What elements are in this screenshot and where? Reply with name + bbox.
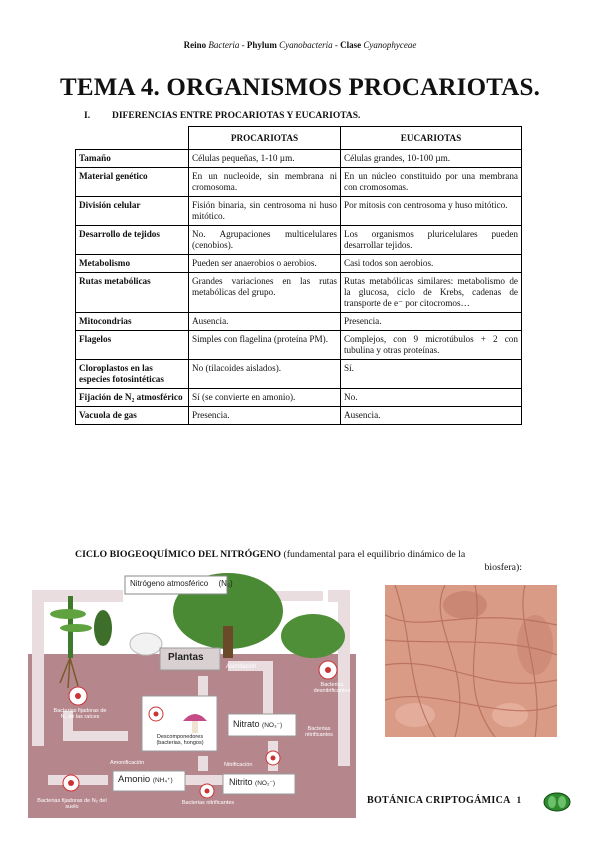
cell-eucariotas: Los organismos pluricelulares pueden desarrollar tejidos. bbox=[341, 226, 522, 255]
bacteria-dot bbox=[205, 789, 210, 794]
section-label: DIFERENCIAS ENTRE PROCARIOTAS Y EUCARIOTAS. bbox=[112, 111, 361, 121]
tree-trunk bbox=[223, 626, 233, 658]
reino-label: Reino bbox=[183, 40, 207, 50]
label-asimilacion: Asimilación bbox=[226, 664, 257, 670]
bacteria-dot bbox=[271, 756, 276, 761]
page-title: TEMA 4. ORGANISMOS PROCARIOTAS. bbox=[59, 74, 541, 101]
n2-text: Nitrógeno atmosférico bbox=[130, 579, 209, 588]
cell-eucariotas: Células grandes, 10-100 µm. bbox=[341, 150, 522, 168]
nitrato-text: Nitrato bbox=[233, 719, 260, 729]
mushroom-stem bbox=[192, 721, 198, 733]
nitrato-formula: (NO₃⁻) bbox=[262, 722, 283, 729]
label-amonificacion: Amonificación bbox=[110, 760, 145, 766]
cycle-desc-1: (fundamental para el equilibrio dinámico de la bbox=[283, 549, 466, 560]
table-row bbox=[76, 197, 522, 226]
cell-cluster bbox=[395, 703, 435, 727]
label-nitrificantes-1: Bacterias nitrificantes bbox=[305, 726, 333, 738]
label-nitrificantes-2: Bacterias nitrificantes bbox=[181, 800, 235, 806]
cell-procariotas: Ausencia. bbox=[189, 313, 341, 331]
cycle-desc-2: biosfera): bbox=[484, 562, 522, 573]
cell-eucariotas: Rutas metabólicas similares: metabolismo de la glucosa, ciclo de Krebs, cadenas de transporte de e⁻ por citocromos… bbox=[341, 273, 522, 313]
nitrito-formula: (NO₂⁻) bbox=[255, 780, 276, 787]
row-label: Cloroplastos en las especies fotosintéticas bbox=[76, 360, 189, 389]
cell-eucariotas: Ausencia. bbox=[341, 407, 522, 425]
table-row bbox=[76, 168, 522, 197]
cell-procariotas: No (tilacoides aislados). bbox=[189, 360, 341, 389]
label-nitrito bbox=[229, 777, 275, 787]
cyanobacteria-logo-icon bbox=[543, 792, 571, 812]
table-row bbox=[76, 273, 522, 313]
cell-procariotas: Fisión binaria, sin centrosoma ni huso mitótico. bbox=[189, 197, 341, 226]
row-label: Flagelos bbox=[76, 331, 189, 360]
bacteria-dot bbox=[154, 712, 159, 717]
table-row bbox=[76, 313, 522, 331]
cell-procariotas: En un nucleoide, sin membrana ni cromosoma. bbox=[189, 168, 341, 197]
cell-eucariotas: En un núcleo constituido por una membrana con cromosomas. bbox=[341, 168, 522, 197]
table-row bbox=[76, 331, 522, 360]
cell-procariotas: Células pequeñas, 1-10 µm. bbox=[189, 150, 341, 168]
footer-label: BOTÁNICA CRIPTOGÁMICA bbox=[367, 795, 511, 806]
label-desnitrificantes: Bacterias desnitrificantes bbox=[313, 682, 351, 694]
cell-eucariotas: Por mitosis con centrosoma y huso mitótico. bbox=[341, 197, 522, 226]
amonio-formula: (NH₄⁺) bbox=[152, 777, 173, 784]
table-row bbox=[76, 255, 522, 273]
row-label: Metabolismo bbox=[76, 255, 189, 273]
cell-cluster bbox=[443, 591, 487, 619]
row-label: Desarrollo de tejidos bbox=[76, 226, 189, 255]
label-descomponedores: Descomponedores (bacterias, hongos) bbox=[156, 734, 204, 746]
clase-value: Cyanophyceae bbox=[363, 40, 417, 50]
label-plantas: Plantas bbox=[168, 652, 204, 663]
section-heading bbox=[84, 111, 360, 121]
cell-procariotas: Presencia. bbox=[189, 407, 341, 425]
rabbit bbox=[130, 633, 162, 655]
cell-procariotas: No. Agrupaciones multicelulares (cenobios). bbox=[189, 226, 341, 255]
row-label: Vacuola de gas bbox=[76, 407, 189, 425]
bacteria-dot bbox=[75, 693, 81, 699]
cell-cluster bbox=[517, 615, 553, 675]
bacteria-dot bbox=[325, 667, 331, 673]
cell-procariotas: Sí (se convierte en amonio). bbox=[189, 389, 341, 407]
cell-eucariotas: Presencia. bbox=[341, 313, 522, 331]
phylum-label: Phylum bbox=[246, 40, 277, 50]
header-procariotas: PROCARIOTAS bbox=[189, 127, 341, 150]
table-row bbox=[76, 389, 522, 407]
label-nitrificacion: Nitrificación bbox=[224, 762, 253, 768]
running-header bbox=[0, 40, 600, 50]
clase-label: Clase bbox=[340, 40, 362, 50]
cell-cluster bbox=[492, 703, 528, 727]
bean-plant bbox=[94, 610, 112, 646]
row-label: Fijación de N₂ atmosférico bbox=[76, 389, 189, 407]
table-row bbox=[76, 360, 522, 389]
footer bbox=[367, 795, 521, 806]
phylum-value: Cyanobacteria bbox=[279, 40, 333, 50]
cell-eucariotas: Sí. bbox=[341, 360, 522, 389]
table-header-row bbox=[76, 127, 522, 150]
bush bbox=[281, 614, 345, 658]
row-label: Tamaño bbox=[76, 150, 189, 168]
row-label: División celular bbox=[76, 197, 189, 226]
n2-formula: (N₂) bbox=[218, 579, 233, 588]
cell-procariotas: Pueden ser anaerobios o aerobios. bbox=[189, 255, 341, 273]
label-n2 bbox=[130, 579, 233, 588]
cell-procariotas: Simples con flagelina (proteína PM). bbox=[189, 331, 341, 360]
comparison-table bbox=[75, 126, 522, 425]
separator: - bbox=[332, 40, 341, 50]
row-label: Material genético bbox=[76, 168, 189, 197]
nitrogen-cycle-diagram bbox=[28, 566, 356, 818]
label-nitrato bbox=[233, 719, 282, 729]
amonio-text: Amonio bbox=[118, 774, 151, 785]
leaf bbox=[50, 609, 86, 619]
cell-eucariotas: Complejos, con 9 microtúbulos + 2 con tubulina y otras proteínas. bbox=[341, 331, 522, 360]
row-label: Rutas metabólicas bbox=[76, 273, 189, 313]
row-label: Mitocondrias bbox=[76, 313, 189, 331]
micrograph-artwork bbox=[385, 585, 557, 737]
nitrito-text: Nitrito bbox=[229, 777, 253, 787]
cycle-heading: CICLO BIOGEOQUÍMICO DEL NITRÓGENO bbox=[75, 549, 282, 560]
label-amonio bbox=[118, 774, 173, 785]
cell-eucariotas: No. bbox=[341, 389, 522, 407]
label-fijadoras-suelo: Bacterias fijadoras de N₂ del suelo bbox=[37, 798, 107, 810]
section-number: I. bbox=[84, 111, 91, 121]
micrograph-image bbox=[385, 585, 557, 737]
table-row bbox=[76, 226, 522, 255]
cell-eucariotas: Casi todos son aerobios. bbox=[341, 255, 522, 273]
reino-value: Bacteria bbox=[208, 40, 240, 50]
leaf bbox=[60, 624, 92, 632]
table-row bbox=[76, 407, 522, 425]
page-number: 1 bbox=[516, 795, 522, 805]
separator: - bbox=[239, 40, 247, 50]
bacteria-dot bbox=[68, 780, 74, 786]
table-row bbox=[76, 150, 522, 168]
empty-header-cell bbox=[76, 127, 189, 150]
header-eucariotas: EUCARIOTAS bbox=[341, 127, 522, 150]
cell-procariotas: Grandes variaciones en las rutas metabólicas del grupo. bbox=[189, 273, 341, 313]
label-fijadoras-raices: Bacterias fijadoras de N₂ de las raíces bbox=[53, 708, 107, 720]
